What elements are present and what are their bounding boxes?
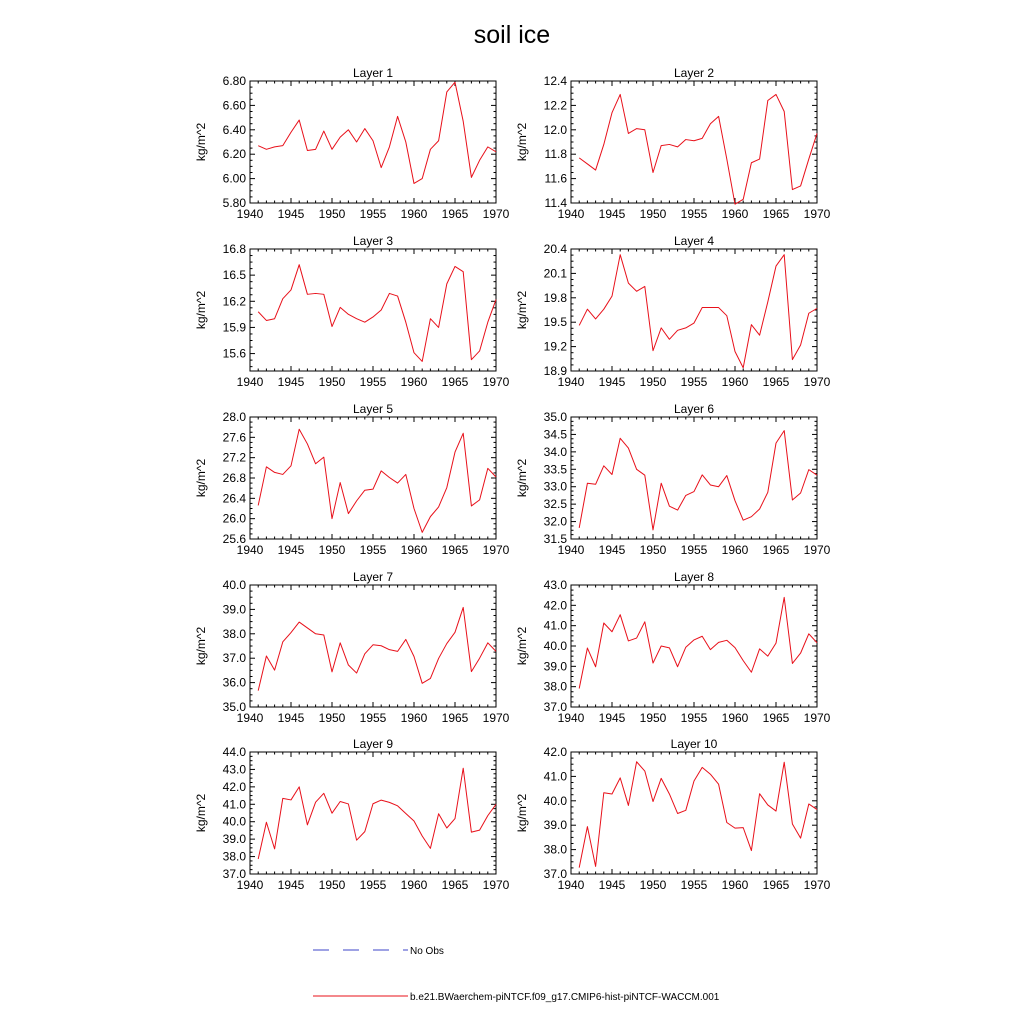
x-tick-label: 1940 bbox=[236, 375, 264, 389]
y-tick-label: 31.5 bbox=[543, 532, 567, 546]
x-tick-label: 1950 bbox=[318, 878, 346, 892]
y-tick-label: 19.5 bbox=[543, 315, 567, 330]
y-tick-label: 11.6 bbox=[544, 171, 567, 186]
x-tick-label: 1950 bbox=[639, 375, 667, 389]
x-tick-label: 1945 bbox=[277, 711, 305, 725]
y-tick-label: 34.5 bbox=[543, 427, 567, 442]
y-axis-label: kg/m^2 bbox=[515, 793, 529, 833]
plot-frame bbox=[571, 417, 817, 539]
panel-title: Layer 7 bbox=[352, 570, 394, 584]
x-tick-label: 1950 bbox=[639, 207, 667, 221]
series-line bbox=[579, 255, 817, 368]
x-tick-label: 1945 bbox=[598, 375, 626, 389]
y-axis-label: kg/m^2 bbox=[194, 458, 208, 498]
y-tick-label: 26.4 bbox=[222, 491, 246, 506]
y-tick-label: 38.0 bbox=[543, 842, 567, 857]
panels-container bbox=[194, 66, 831, 892]
y-tick-label: 36.0 bbox=[222, 675, 246, 690]
panel-layer-1 bbox=[194, 66, 510, 221]
legend-model-label: b.e21.BWaerchem-piNTCF.f09_g17.CMIP6-hist-piNTCF-WACCM.001 bbox=[410, 992, 720, 1003]
y-tick-label: 37.0 bbox=[543, 700, 567, 714]
y-tick-label: 40.0 bbox=[222, 578, 246, 592]
plot-frame bbox=[571, 81, 817, 203]
x-tick-label: 1940 bbox=[557, 207, 585, 221]
panel-layer-3 bbox=[194, 234, 510, 389]
plot-frame bbox=[250, 417, 496, 539]
x-tick-label: 1945 bbox=[277, 878, 305, 892]
x-tick-label: 1955 bbox=[680, 207, 708, 221]
y-tick-label: 35.0 bbox=[222, 700, 246, 714]
panel-layer-10 bbox=[515, 737, 831, 892]
x-tick-label: 1955 bbox=[680, 878, 708, 892]
y-axis-label: kg/m^2 bbox=[515, 458, 529, 498]
panel-title: Layer 3 bbox=[352, 234, 394, 248]
y-tick-label: 40.0 bbox=[222, 814, 246, 829]
panel-title: Layer 6 bbox=[673, 402, 715, 416]
y-tick-label: 11.4 bbox=[544, 196, 567, 210]
y-tick-label: 16.8 bbox=[222, 242, 246, 256]
x-tick-label: 1965 bbox=[762, 543, 790, 557]
x-tick-label: 1965 bbox=[441, 543, 469, 557]
y-tick-label: 6.00 bbox=[222, 171, 246, 186]
x-tick-label: 1970 bbox=[803, 878, 831, 892]
y-tick-label: 12.0 bbox=[543, 122, 567, 137]
x-tick-label: 1940 bbox=[557, 543, 585, 557]
x-tick-label: 1940 bbox=[236, 207, 264, 221]
x-tick-label: 1970 bbox=[482, 711, 510, 725]
y-axis-label: kg/m^2 bbox=[194, 290, 208, 330]
x-tick-label: 1955 bbox=[359, 375, 387, 389]
y-tick-label: 20.4 bbox=[543, 242, 567, 256]
figure-title: soil ice bbox=[473, 21, 551, 49]
x-tick-label: 1940 bbox=[236, 878, 264, 892]
y-tick-label: 40.0 bbox=[543, 793, 567, 808]
y-tick-label: 6.80 bbox=[222, 74, 246, 88]
panel-layer-8 bbox=[515, 570, 831, 725]
series-line bbox=[579, 431, 817, 530]
x-tick-label: 1970 bbox=[803, 711, 831, 725]
plot-frame bbox=[250, 585, 496, 707]
x-tick-label: 1945 bbox=[277, 207, 305, 221]
x-tick-label: 1960 bbox=[400, 207, 428, 221]
y-tick-label: 37.0 bbox=[543, 867, 567, 881]
y-tick-label: 19.2 bbox=[543, 339, 567, 354]
x-tick-label: 1955 bbox=[359, 543, 387, 557]
x-tick-label: 1965 bbox=[441, 878, 469, 892]
x-tick-label: 1955 bbox=[680, 375, 708, 389]
x-tick-label: 1950 bbox=[318, 711, 346, 725]
y-tick-label: 20.1 bbox=[543, 266, 567, 281]
y-tick-label: 39.0 bbox=[543, 818, 567, 833]
y-tick-label: 12.2 bbox=[543, 98, 567, 113]
y-tick-label: 38.0 bbox=[222, 626, 246, 641]
y-tick-label: 38.0 bbox=[543, 679, 567, 694]
panel-layer-6 bbox=[515, 402, 831, 557]
series-line bbox=[258, 607, 496, 690]
y-tick-label: 42.0 bbox=[222, 779, 246, 794]
y-tick-label: 33.5 bbox=[543, 462, 567, 477]
x-tick-label: 1960 bbox=[721, 375, 749, 389]
y-tick-label: 38.0 bbox=[222, 849, 246, 864]
x-tick-label: 1950 bbox=[318, 207, 346, 221]
x-tick-label: 1945 bbox=[598, 543, 626, 557]
y-axis-label: kg/m^2 bbox=[194, 122, 208, 162]
y-tick-label: 41.0 bbox=[543, 769, 567, 784]
y-tick-label: 33.0 bbox=[543, 479, 567, 494]
x-tick-label: 1970 bbox=[482, 207, 510, 221]
x-tick-label: 1965 bbox=[441, 207, 469, 221]
y-tick-label: 15.9 bbox=[222, 320, 246, 335]
panel-title: Layer 1 bbox=[352, 66, 394, 80]
series-line bbox=[579, 94, 817, 204]
x-tick-label: 1960 bbox=[400, 375, 428, 389]
panel-layer-2 bbox=[515, 66, 831, 221]
x-tick-label: 1965 bbox=[441, 711, 469, 725]
x-tick-label: 1965 bbox=[441, 375, 469, 389]
x-tick-label: 1955 bbox=[680, 711, 708, 725]
y-tick-label: 11.8 bbox=[544, 147, 567, 162]
x-tick-label: 1950 bbox=[639, 878, 667, 892]
y-tick-label: 16.2 bbox=[222, 294, 246, 309]
panel-title: Layer 2 bbox=[673, 66, 715, 80]
legend-obs-label: No Obs bbox=[410, 946, 444, 957]
series-line bbox=[258, 265, 496, 362]
y-tick-label: 37.0 bbox=[222, 651, 246, 666]
y-tick-label: 6.60 bbox=[222, 98, 246, 113]
y-tick-label: 41.0 bbox=[543, 618, 567, 633]
x-tick-label: 1945 bbox=[277, 375, 305, 389]
series-line bbox=[579, 762, 817, 868]
panel-layer-7 bbox=[194, 570, 510, 725]
y-axis-label: kg/m^2 bbox=[515, 626, 529, 666]
panel-title: Layer 8 bbox=[673, 570, 715, 584]
y-tick-label: 6.20 bbox=[222, 147, 246, 162]
plot-frame bbox=[250, 249, 496, 371]
x-tick-label: 1960 bbox=[721, 878, 749, 892]
x-tick-label: 1965 bbox=[762, 207, 790, 221]
y-tick-label: 12.4 bbox=[543, 74, 567, 88]
x-tick-label: 1940 bbox=[557, 711, 585, 725]
y-tick-label: 39.0 bbox=[543, 659, 567, 674]
x-tick-label: 1950 bbox=[639, 543, 667, 557]
panel-layer-4 bbox=[515, 234, 831, 389]
x-tick-label: 1945 bbox=[598, 878, 626, 892]
y-tick-label: 39.0 bbox=[222, 832, 246, 847]
panel-layer-9 bbox=[194, 737, 510, 892]
legend bbox=[313, 946, 720, 1003]
x-tick-label: 1945 bbox=[277, 543, 305, 557]
y-axis-label: kg/m^2 bbox=[194, 793, 208, 833]
y-tick-label: 6.40 bbox=[222, 122, 246, 137]
x-tick-label: 1970 bbox=[482, 375, 510, 389]
panel-title: Layer 4 bbox=[673, 234, 715, 248]
panel-layer-5 bbox=[194, 402, 510, 557]
x-tick-label: 1965 bbox=[762, 711, 790, 725]
x-tick-label: 1965 bbox=[762, 375, 790, 389]
plot-frame bbox=[571, 752, 817, 874]
x-tick-label: 1940 bbox=[557, 878, 585, 892]
panel-title: Layer 10 bbox=[670, 737, 718, 751]
y-tick-label: 39.0 bbox=[222, 602, 246, 617]
y-tick-label: 16.5 bbox=[222, 268, 246, 283]
x-tick-label: 1945 bbox=[598, 711, 626, 725]
y-tick-label: 26.0 bbox=[222, 511, 246, 526]
x-tick-label: 1955 bbox=[359, 878, 387, 892]
x-tick-label: 1950 bbox=[639, 711, 667, 725]
x-tick-label: 1955 bbox=[680, 543, 708, 557]
y-tick-label: 5.80 bbox=[222, 196, 246, 210]
y-tick-label: 19.8 bbox=[543, 290, 567, 305]
plot-frame bbox=[571, 585, 817, 707]
y-tick-label: 26.8 bbox=[222, 471, 246, 485]
x-tick-label: 1960 bbox=[721, 711, 749, 725]
x-tick-label: 1970 bbox=[803, 543, 831, 557]
y-axis-label: kg/m^2 bbox=[194, 626, 208, 666]
x-tick-label: 1950 bbox=[318, 543, 346, 557]
x-tick-label: 1970 bbox=[803, 375, 831, 389]
series-line bbox=[258, 82, 496, 183]
x-tick-label: 1940 bbox=[557, 375, 585, 389]
x-tick-label: 1960 bbox=[721, 543, 749, 557]
plot-frame bbox=[571, 249, 817, 371]
y-tick-label: 43.0 bbox=[543, 578, 567, 592]
y-tick-label: 27.6 bbox=[222, 430, 246, 445]
y-tick-label: 32.0 bbox=[543, 514, 567, 529]
x-tick-label: 1955 bbox=[359, 711, 387, 725]
x-tick-label: 1965 bbox=[762, 878, 790, 892]
panel-title: Layer 9 bbox=[352, 737, 394, 751]
x-tick-label: 1960 bbox=[400, 711, 428, 725]
x-tick-label: 1950 bbox=[318, 375, 346, 389]
x-tick-label: 1945 bbox=[598, 207, 626, 221]
y-tick-label: 42.0 bbox=[543, 745, 567, 759]
x-tick-label: 1970 bbox=[482, 543, 510, 557]
y-tick-label: 32.5 bbox=[543, 497, 567, 512]
y-tick-label: 35.0 bbox=[543, 410, 567, 424]
series-line bbox=[579, 597, 817, 688]
plot-frame bbox=[250, 752, 496, 874]
y-axis-label: kg/m^2 bbox=[515, 122, 529, 162]
x-tick-label: 1940 bbox=[236, 543, 264, 557]
y-tick-label: 28.0 bbox=[222, 410, 246, 424]
series-line bbox=[258, 429, 496, 532]
x-tick-label: 1955 bbox=[359, 207, 387, 221]
y-tick-label: 42.0 bbox=[543, 598, 567, 613]
y-tick-label: 15.6 bbox=[222, 346, 246, 361]
y-tick-label: 40.0 bbox=[543, 639, 567, 653]
y-tick-label: 25.6 bbox=[222, 532, 246, 546]
x-tick-label: 1960 bbox=[721, 207, 749, 221]
series-line bbox=[258, 768, 496, 859]
y-tick-label: 44.0 bbox=[222, 745, 246, 759]
x-tick-label: 1960 bbox=[400, 878, 428, 892]
y-axis-label: kg/m^2 bbox=[515, 290, 529, 330]
y-tick-label: 18.9 bbox=[543, 364, 567, 378]
y-tick-label: 27.2 bbox=[222, 450, 246, 465]
y-tick-label: 37.0 bbox=[222, 867, 246, 881]
x-tick-label: 1960 bbox=[400, 543, 428, 557]
x-tick-label: 1940 bbox=[236, 711, 264, 725]
x-tick-label: 1970 bbox=[803, 207, 831, 221]
x-tick-label: 1970 bbox=[482, 878, 510, 892]
y-tick-label: 41.0 bbox=[222, 797, 246, 812]
y-tick-label: 43.0 bbox=[222, 762, 246, 777]
y-tick-label: 34.0 bbox=[543, 444, 567, 459]
panel-title: Layer 5 bbox=[352, 402, 394, 416]
